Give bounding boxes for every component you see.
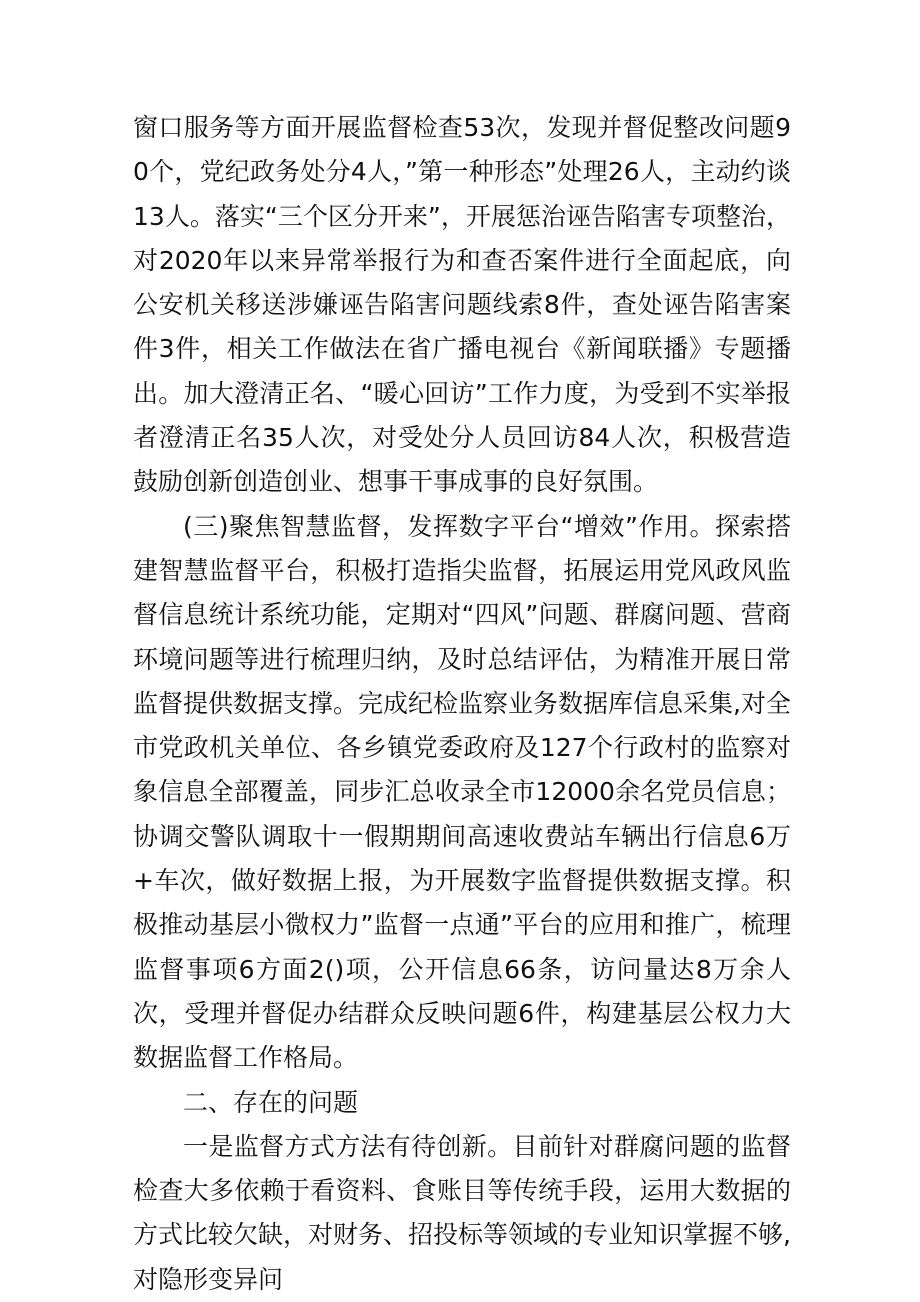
section-heading-existing-problems: 二、存在的问题 <box>183 1087 359 1117</box>
document-body <box>133 106 791 1302</box>
paragraph-supervision-results: 窗口服务等方面开展监督检查53次，发现并督促整改问题90个，党纪政务处分4人，”第一种形态”处理26人，主动约谈13人。落实“三个区分开来”，开展惩治诬告陷害专项整治，对2020年以来异常举报行为和查否案件进行全面起底，向公安机关移送涉嫌诬告陷害问题线索8件，查处诬告陷害案件3件，相关工作做法在省广播电视台《新闻联播》专题播出。加大澄清正名、“暖心回访”工作力度，为受到不实举报者澄清正名35人次，对受处分人员回访84人次，积极营造鼓励创新创造创业、想事干事成事的良好氛围。 <box>133 113 791 497</box>
paragraph-problem-one: 一是监督方式方法有待创新。目前针对群腐问题的监督检查大多依赖于看资料、食账目等传统手段，运用大数据的方式比较欠缺，对财务、招投标等领域的专业知识掌握不够,对隐形变异问 <box>133 1131 791 1294</box>
paragraph-smart-supervision: (三)聚焦智慧监督，发挥数字平台“增效”作用。探索搭建智慧监督平台，积极打造指尖监督，拓展运用党风政风监督信息统计系统功能，定期对“四风”问题、群腐问题、营商环境问题等进行梳理归纳，及时总结评估，为精准开展日常监督提供数据支撑。完成纪检监察业务数据库信息采集,对全市党政机关单位、各乡镇党委政府及127个行政村的监察对象信息全部覆盖，同步汇总收录全市12000余名党员信息；协调交警队调取十一假期期间高速收费站车辆出行信息6万+车次，做好数据上报，为开展数字监督提供数据支撑。积极推动基层小微权力”监督一点通”平台的应用和推广，梳理监督事项6方面2()项，公开信息66条，访问量达8万余人次，受理并督促办结群众反映问题6件，构建基层公权力大数据监督工作格局。 <box>133 511 791 1073</box>
